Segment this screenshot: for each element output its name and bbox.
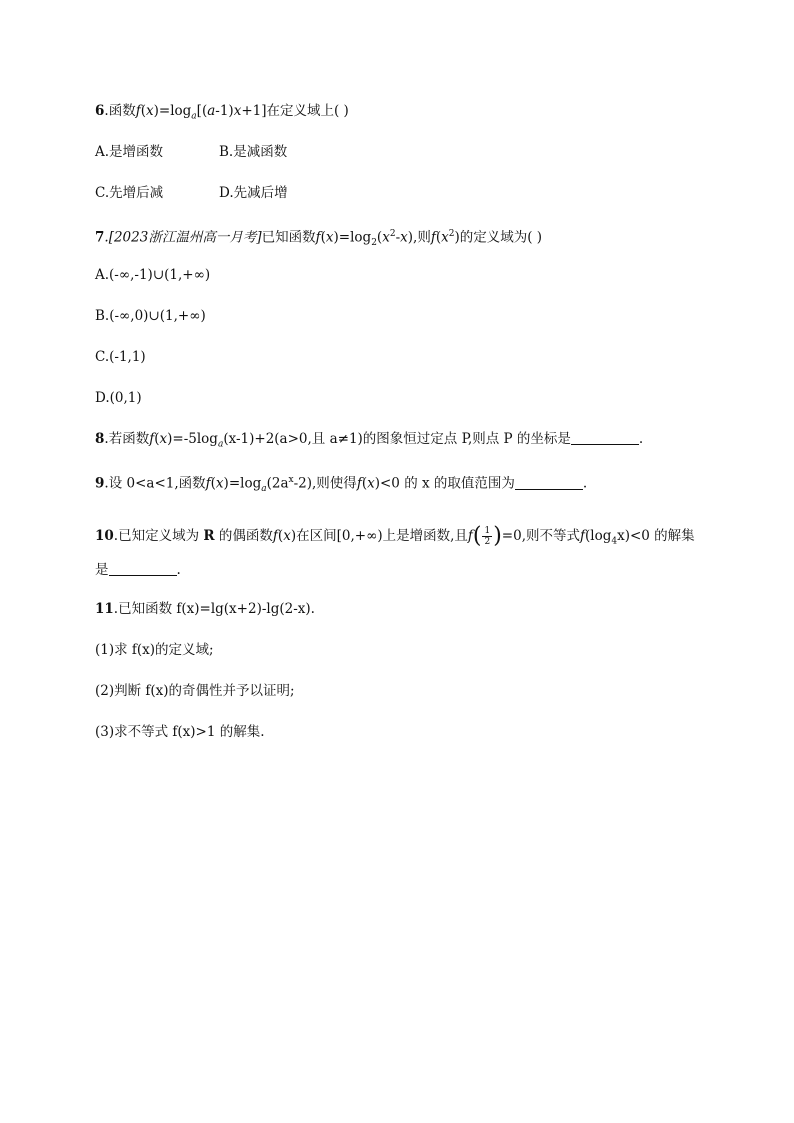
question-number: 6 [95,103,105,119]
question-number: 11 [95,601,114,617]
question-11-part-2: (2)判断 f(x)的奇偶性并予以证明; [95,683,295,699]
question-number: 10 [95,528,114,544]
question-11-stem: 11.已知函数 f(x)=lg(x+2)-lg(2-x). [95,601,315,617]
question-6-stem: 6.函数$f(x)=\log_a[(a-1)x+1]$在定义域上( ) [95,103,349,122]
question-9-stem: 9.设 0<a<1,函数$f(x)=\log_a(2a^x-2)$,则使得f(x)<0 的 x 的取值范围为 . [95,475,588,495]
source-tag: .[2023浙江温州高一月考] [104,229,262,246]
fraction: $\frac{1}{2}$ [484,526,491,547]
question-11-part-3: (3)求不等式 f(x)>1 的解集. [95,724,265,740]
option-c: C.(-1,1) [95,349,146,365]
question-number: 8 [95,431,105,447]
question-8-stem: 8.若函数$f(x)=-5\log_a(x-1)+2(a>0$,且 a≠1)的图象恒过定点 P,则点 P 的坐标是 . [95,431,644,450]
answer-blank[interactable] [571,431,639,445]
option-d: D.(0,1) [95,390,142,406]
question-10-stem-line2: 是 . [95,562,181,578]
question-number: 9 [95,475,105,492]
question-10-stem: 10.已知定义域为 R 的偶函数f(x)在区间[0,+∞)上是增函数,且f( $\frac{1}{2}$ )=0,则不等式$f(\log_4x)<0$ 的解集 [95,523,695,549]
option-c: C.先增后减 [95,185,164,201]
answer-blank[interactable] [515,476,583,490]
question-number: 7 [95,229,105,246]
question-11-part-1: (1)求 f(x)的定义域; [95,642,214,658]
option-a: A.(-∞,-1)∪(1,+∞) [95,267,211,283]
option-d: D.先减后增 [219,185,288,201]
question-6-options-row2 [95,184,288,202]
option-b: B.(-∞,0)∪(1,+∞) [95,308,206,324]
question-7-stem: 7.[2023浙江温州高一月考]已知函数$f(x)=\log_2(x^2-x)$,则$f(x^2)$的定义域为( ) [95,229,543,249]
question-6-options-row1 [95,143,287,161]
answer-blank[interactable] [109,562,177,576]
option-a: A.是增函数 [95,144,164,160]
option-b: B.是减函数 [219,144,288,160]
